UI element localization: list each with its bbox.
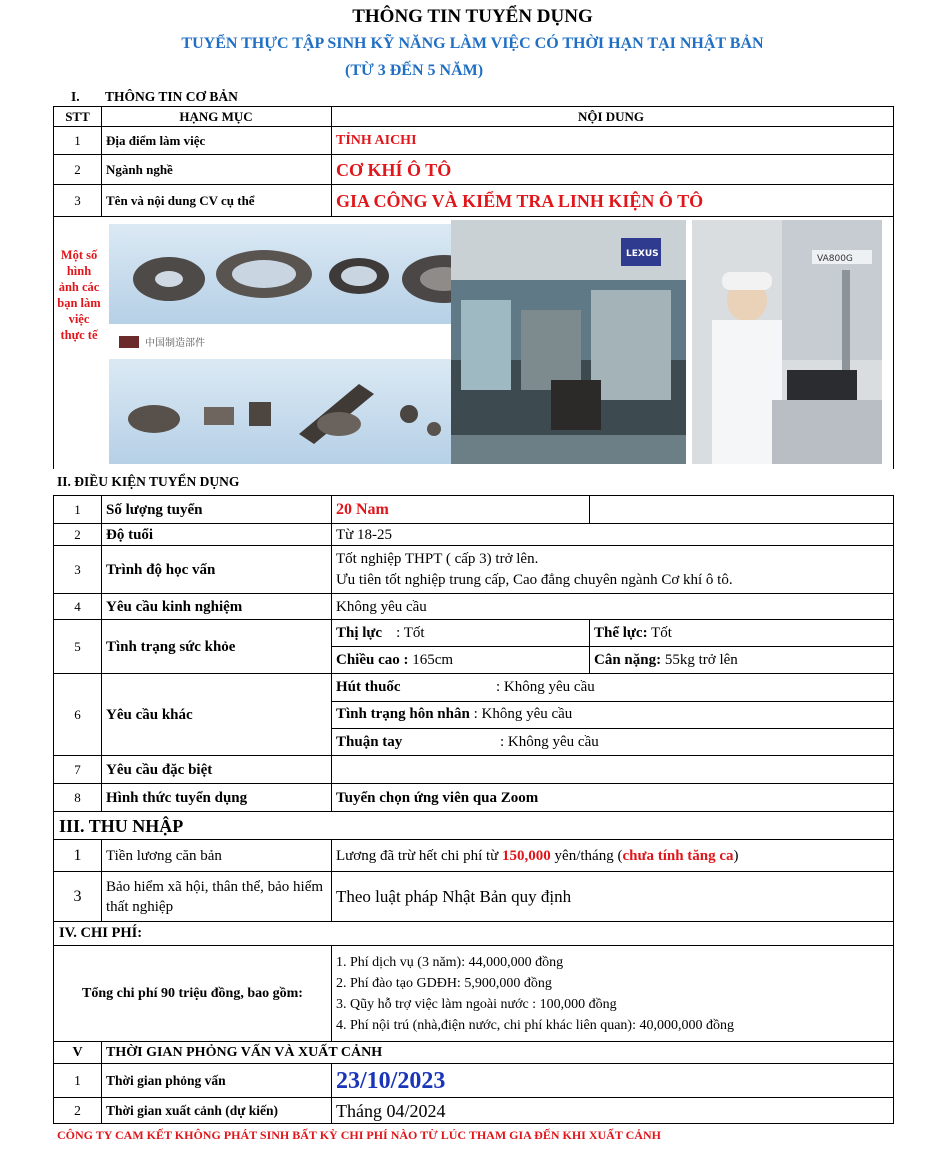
row-stt: 3 [73, 888, 82, 905]
table-row [54, 673, 893, 756]
row-stt: 6 [74, 707, 81, 722]
row-item: Thời gian phỏng vấn [106, 1073, 226, 1088]
row-stt: 2 [74, 162, 81, 177]
section-3-title: III. THU NHẬP [59, 815, 184, 836]
work-location-value: TỈNH AICHI [336, 133, 417, 148]
insurance-value: Theo luật pháp Nhật Bản quy định [336, 887, 572, 906]
row-item: Ngành nghề [106, 162, 173, 177]
cost-title-row [54, 921, 893, 945]
smoking-label: Hút thuốc [336, 679, 401, 695]
vision-value: : Tốt [396, 624, 425, 641]
row-stt: 8 [74, 790, 81, 805]
row-item: Yêu cầu khác [106, 706, 193, 723]
inspection-photo [692, 220, 882, 464]
table-row [54, 871, 893, 922]
section-5-title: THỜI GIAN PHỎNG VẤN VÀ XUẤT CẢNH [106, 1045, 383, 1060]
smoking-cell [331, 674, 891, 701]
smoking-value: : Không yêu cầu [496, 679, 595, 695]
header-content: NỘI DUNG [577, 109, 645, 124]
education-line-2: Ưu tiên tốt nghiệp trung cấp, Cao đẳng chuyên ngành Cơ khí ô tô. [336, 572, 733, 588]
table-row [54, 1097, 893, 1124]
salary-unit: yên/tháng ( [550, 847, 623, 864]
table-row [54, 945, 893, 1042]
experience-value: Không yêu cầu [336, 598, 427, 615]
table-row [54, 619, 893, 674]
fitness-label: Thể lực: [594, 624, 648, 641]
table-row [54, 783, 893, 812]
lexus-sign: LEXUS [626, 249, 659, 259]
header-item: HẠNG MỤC [179, 109, 253, 124]
cost-item: 3. Qũy hỗ trợ việc làm ngoài nước : 100,000 đồng [336, 997, 617, 1012]
handedness-cell [331, 728, 891, 756]
cost-list [331, 946, 891, 1042]
photos-label: Một số hình ảnh các bạn làm việc thực tế [57, 248, 101, 342]
row-stt: 3 [74, 562, 81, 577]
job-description-value: GIA CÔNG VÀ KIỂM TRA LINH KIỆN Ô TÔ [336, 190, 704, 211]
table-row [54, 126, 893, 155]
page-title: THÔNG TIN TUYỂN DỤNG [352, 6, 593, 27]
row-item: Tên và nội dung CV cụ thể [106, 193, 255, 208]
table-row [54, 839, 893, 872]
row-item: Yêu cầu kinh nghiệm [106, 598, 243, 615]
parts-caption: 中国制造部件 [145, 338, 205, 349]
age-value: Từ 18-25 [336, 526, 393, 543]
photo-block [53, 216, 894, 469]
basic-info-table [53, 106, 894, 216]
commitment-note: CÔNG TY CAM KẾT KHÔNG PHÁT SINH BẤT KỲ CHI PHÍ NÀO TỪ LÚC THAM GIA ĐẾN KHI XUẤT CẢNH [57, 1128, 661, 1142]
education-value [331, 546, 891, 594]
section-1-title: THÔNG TIN CƠ BẢN [105, 89, 238, 104]
table-row [54, 154, 893, 185]
section-1-roman: I. [71, 89, 80, 104]
row-stt: 7 [74, 762, 81, 777]
row-stt: 1 [74, 133, 81, 148]
table-row [54, 593, 893, 620]
table-row [54, 184, 893, 217]
row-item: Hình thức tuyển dụng [106, 789, 248, 806]
quantity-value: 20 Nam [336, 501, 389, 518]
header-stt: STT [65, 109, 90, 124]
row-stt: 3 [74, 193, 81, 208]
fitness-value: Tốt [647, 624, 672, 641]
fitness-cell [589, 620, 891, 646]
row-item: Tiền lương căn bản [106, 847, 222, 864]
schedule-table [53, 1041, 894, 1124]
row-stt: 1 [74, 1073, 81, 1088]
section-5-roman: V [72, 1045, 83, 1060]
table-row [54, 523, 893, 546]
salary-prefix: Lương đã trừ hết chi phí từ [336, 847, 503, 864]
handedness-label: Thuận tay [336, 733, 403, 750]
height-label: Chiều cao : [336, 652, 409, 668]
weight-value: 55kg trở lên [661, 652, 738, 668]
section-2-title: II. ĐIỀU KIỆN TUYỂN DỤNG [57, 474, 240, 489]
vision-cell [331, 620, 589, 646]
schedule-title-row [54, 1041, 893, 1064]
row-stt: 2 [74, 527, 81, 542]
row-item: Bảo hiểm xã hội, thân thể, bảo hiểm thất nghiệp [106, 879, 324, 915]
total-cost-label: Tổng chi phí 90 triệu đồng, bao gồm: [82, 986, 303, 1001]
vision-label: Thị lực [336, 624, 383, 641]
recruitment-method-value: Tuyển chọn ứng viên qua Zoom [336, 789, 539, 806]
table-row [54, 495, 893, 524]
weight-cell [589, 647, 891, 674]
row-stt: 5 [74, 639, 81, 654]
table-row [54, 545, 893, 594]
salary-note: chưa tính tăng ca [622, 847, 734, 864]
cost-item: 4. Phí nội trú (nhà,điện nước, chi phí khác liên quan): 40,000,000 đồng [336, 1018, 734, 1033]
weight-label: Cân nặng: [594, 652, 662, 668]
departure-date-value: Tháng 04/2024 [336, 1100, 446, 1121]
row-stt: 4 [74, 599, 81, 614]
row-stt: 1 [74, 502, 81, 517]
education-line-1: Tốt nghiệp THPT ( cấp 3) trở lên. [336, 551, 539, 567]
row-item: Số lượng tuyển [106, 501, 203, 518]
conditions-table [53, 495, 894, 811]
row-item: Thời gian xuất cảnh (dự kiến) [106, 1103, 278, 1118]
industry-value: CƠ KHÍ Ô TÔ [336, 159, 452, 180]
page-subtitle-duration: (TỪ 3 ĐẾN 5 NĂM) [345, 62, 484, 79]
salary-amount: 150,000 [502, 847, 551, 864]
marital-cell [331, 701, 891, 728]
interview-date-value: 23/10/2023 [336, 1067, 446, 1094]
row-stt: 1 [73, 847, 82, 864]
row-item: Độ tuổi [106, 526, 154, 543]
cost-item: 1. Phí dịch vụ (3 năm): 44,000,000 đồng [336, 955, 564, 970]
factory-photo [451, 220, 686, 464]
cost-table [53, 921, 894, 1041]
marital-value: : Không yêu cầu [469, 706, 573, 722]
row-item: Địa điểm làm việc [106, 133, 206, 148]
table-row [54, 755, 893, 784]
machine-label: VA800G [817, 254, 853, 264]
salary-suffix: ) [733, 847, 739, 864]
marital-label: Tình trạng hôn nhân [336, 706, 470, 722]
income-title-row [54, 811, 893, 840]
row-stt: 2 [74, 1103, 81, 1118]
cost-item: 2. Phí đào tạo GDĐH: 5,900,000 đồng [336, 976, 552, 991]
basic-info-header-row [54, 106, 893, 127]
row-item: Yêu cầu đặc biệt [106, 761, 213, 778]
page-subtitle: TUYỂN THỰC TẬP SINH KỸ NĂNG LÀM VIỆC CÓ THỜI HẠN TẠI NHẬT BẢN [181, 35, 764, 52]
auto-parts-photo [109, 224, 501, 464]
table-row [54, 1063, 893, 1098]
section-4-title: IV. CHI PHÍ: [59, 924, 143, 941]
income-table [53, 811, 894, 922]
salary-value [331, 840, 891, 872]
height-value: 165cm [408, 652, 454, 668]
handedness-value: : Không yêu cầu [500, 733, 599, 750]
special-requirement-value [331, 756, 891, 784]
row-item: Tình trạng sức khỏe [106, 638, 236, 655]
height-cell [331, 647, 589, 674]
row-item: Trình độ học vấn [106, 561, 216, 578]
